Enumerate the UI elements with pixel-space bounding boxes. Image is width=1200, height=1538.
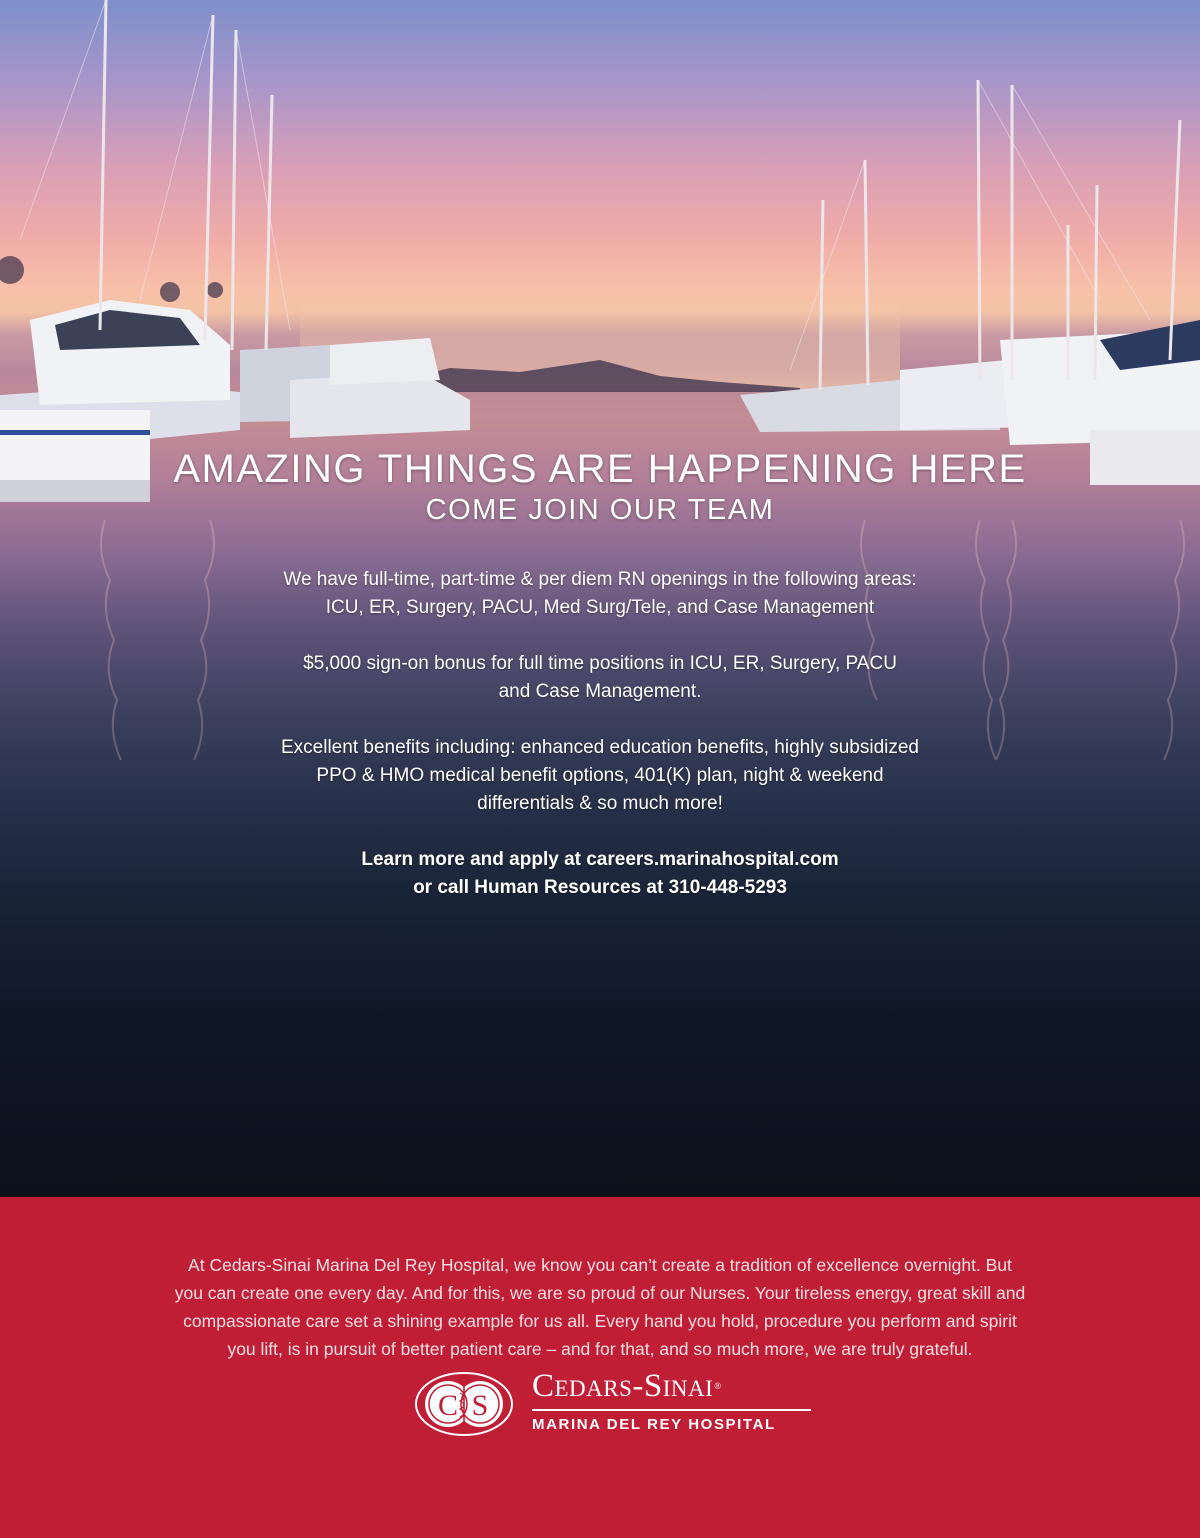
benefits-line: differentials & so much more! — [477, 793, 723, 814]
footer-banner — [0, 1197, 1200, 1538]
brand-divider — [532, 1409, 811, 1411]
headline: AMAZING THINGS ARE HAPPENING HERE — [173, 447, 1027, 491]
cedars-sinai-seal-icon — [414, 1371, 514, 1437]
registered-mark: ® — [714, 1381, 722, 1391]
benefits-line: PPO & HMO medical benefit options, 401(K) plan, night & weekend — [316, 765, 884, 786]
benefits-line: Excellent benefits including: enhanced education benefits, highly subsidized — [281, 737, 919, 758]
tribute-paragraph — [60, 1251, 1140, 1363]
tribute-line: you can create one every day. And for this, we are so proud of our Nurses. Your tireless energy, great skill and — [174, 1283, 1026, 1303]
openings-line: ICU, ER, Surgery, PACU, Med Surg/Tele, and Case Management — [325, 597, 875, 618]
apply-link-line[interactable]: Learn more and apply at careers.marinahospital.com — [361, 849, 839, 870]
openings-paragraph — [150, 566, 1050, 622]
svg-text:S: S — [471, 1389, 489, 1422]
openings-line: We have full-time, part-time & per diem RN openings in the following areas: — [283, 569, 917, 590]
call-to-action — [150, 846, 1050, 902]
benefits-paragraph — [150, 734, 1050, 818]
tribute-line: you lift, is in pursuit of better patient care – and for that, and so much more, we are truly grateful. — [227, 1339, 973, 1359]
bonus-line: $5,000 sign-on bonus for full time positions in ICU, ER, Surgery, PACU — [303, 653, 897, 674]
tribute-line: At Cedars-Sinai Marina Del Rey Hospital, we know you can’t create a tradition of excellence overnight. But — [188, 1255, 1012, 1275]
svg-text:C: C — [437, 1389, 459, 1422]
cedars-sinai-logo[interactable] — [414, 1365, 814, 1465]
bonus-line: and Case Management. — [498, 681, 702, 702]
tribute-line: compassionate care set a shining example for us all. Every hand you hold, procedure you perform and spirit — [183, 1311, 1017, 1331]
phone-line[interactable]: or call Human Resources at 310-448-5293 — [413, 877, 787, 898]
brand-subtitle: MARINA DEL REY HOSPITAL — [532, 1416, 776, 1433]
brand-name-text: Cedars-Sinai — [532, 1368, 714, 1404]
brand-name — [532, 1368, 722, 1404]
bonus-paragraph — [150, 650, 1050, 706]
subheadline: COME JOIN OUR TEAM — [425, 494, 775, 526]
